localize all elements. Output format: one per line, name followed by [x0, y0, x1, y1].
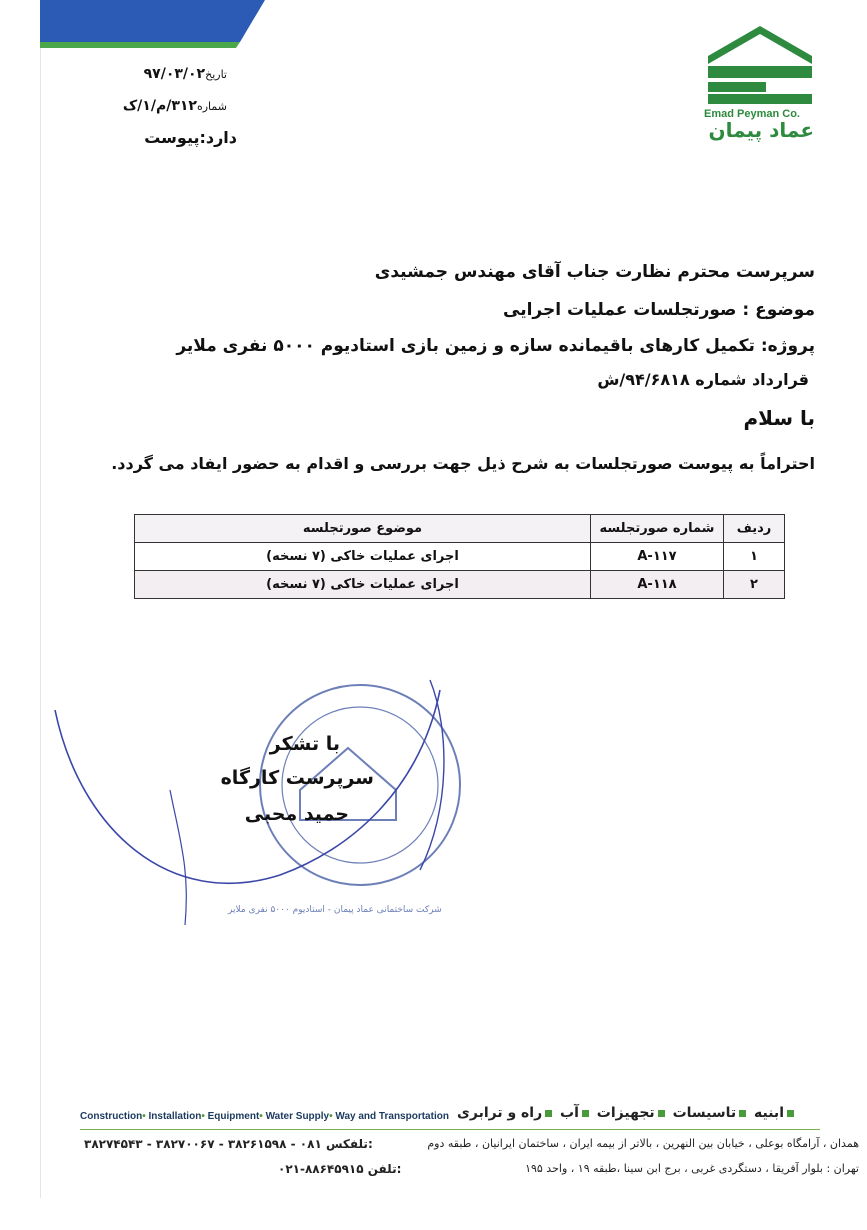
project: پروژه: تکمیل کارهای باقیمانده سازه و زمین بازی استادیوم ۵۰۰۰ نفری ملایر: [176, 336, 815, 356]
logo-persian-name: عماد پیمان: [708, 118, 814, 142]
signature-stamp-graphic: [50, 670, 470, 930]
house-e-logo-icon: [708, 26, 812, 104]
footer-phone-line: [278, 1162, 401, 1176]
cat-fa: تجهیزات: [596, 1105, 655, 1121]
footer-categories-en: Construction• Installation• Equipment• Water Supply• Way and Transportation: [80, 1111, 449, 1122]
signature-title: سرپرست کارگاه: [220, 767, 374, 789]
attachment-line: [144, 128, 237, 147]
row-number: A-۱۱۷: [591, 543, 724, 571]
recipient: سرپرست محترم نظارت جناب آقای مهندس جمشیدی: [374, 262, 815, 282]
table-row: [135, 571, 785, 599]
contract-number: قرارداد شماره ۹۴/۶۸۱۸/ش: [597, 370, 809, 389]
header-index: ردیف: [724, 515, 785, 543]
date-value: ۹۷/۰۳/۰۲: [143, 66, 206, 82]
cat-fa: راه و ترابری: [457, 1105, 543, 1121]
logo-english-name: Emad Peyman Co.: [704, 108, 800, 120]
row-index: ۱: [724, 543, 785, 571]
row-subject: اجرای عملیات خاکی (۷ نسخه): [135, 571, 591, 599]
company-logo: [704, 26, 814, 142]
footer-address-tehran: تهران : بلوار آفریقا ، دستگردی غربی ، برج ابن سینا ،طبقه ۱۹ ، واحد ۱۹۵: [525, 1162, 859, 1175]
number-value: ۳۱۲/م/۱/ک: [122, 98, 197, 114]
footer-fax-numbers: ۳۸۲۷۴۵۴۳ - ۳۸۲۷۰۰۶۷ - ۳۸۲۶۱۵۹۸ - ۰۸۱: [84, 1137, 322, 1151]
table-header-row: [135, 515, 785, 543]
cat-fa: آب: [560, 1105, 579, 1121]
row-number: A-۱۱۸: [591, 571, 724, 599]
attachment-value: پیوست: [144, 128, 200, 147]
cat-fa: ابنیه: [754, 1105, 784, 1121]
footer-address-hamedan: همدان ، آرامگاه بوعلی ، خیابان بین النهرین ، بالاتر از بیمه ایران ، ساختمان ایرانیان ، طبقه دوم: [427, 1137, 859, 1150]
cat-en: Installation: [148, 1111, 202, 1122]
signature-name: حمید محبی: [244, 803, 349, 825]
cat-en: Equipment: [207, 1111, 260, 1122]
footer-phone-number: ۰۲۱-۸۸۶۴۵۹۱۵: [278, 1162, 364, 1176]
header-number: شماره صورتجلسه: [591, 515, 724, 543]
date-line: [144, 66, 227, 82]
left-margin-line: [40, 48, 41, 1198]
footer-divider: [80, 1129, 820, 1130]
attachment-label: دارد:: [199, 128, 237, 147]
footer-phone-label: تلفن:: [367, 1162, 402, 1176]
subject: موضوع : صورتجلسات عملیات اجرایی: [503, 300, 815, 320]
footer-fax-line: [84, 1137, 373, 1151]
greeting: با سلام: [743, 406, 815, 430]
cat-en: Water Supply: [265, 1111, 330, 1122]
footer-categories-fa: [457, 1105, 797, 1121]
row-subject: اجرای عملیات خاکی (۷ نسخه): [135, 543, 591, 571]
number-label: شماره: [196, 100, 227, 113]
table-row: [135, 543, 785, 571]
signature-thanks: با تشکر: [269, 733, 340, 755]
header-subject: موضوع صورتجلسه: [135, 515, 591, 543]
cat-en: Way and Transportation: [335, 1111, 449, 1122]
row-index: ۲: [724, 571, 785, 599]
cat-fa: تاسیسات: [672, 1105, 737, 1121]
date-label: تاریخ: [205, 68, 227, 81]
number-line: [123, 98, 227, 114]
footer-fax-label: تلفکس:: [325, 1137, 373, 1151]
body-text: احتراماً به پیوست صورتجلسات به شرح ذیل جهت بررسی و اقدام به حضور ایفاد می گردد.: [111, 454, 815, 473]
stamp-text: شرکت ساختمانی عماد پیمان - استادیوم ۵۰۰۰ نفری ملایر: [228, 905, 442, 915]
minutes-table: [134, 514, 785, 599]
cat-en: Construction: [80, 1111, 143, 1122]
